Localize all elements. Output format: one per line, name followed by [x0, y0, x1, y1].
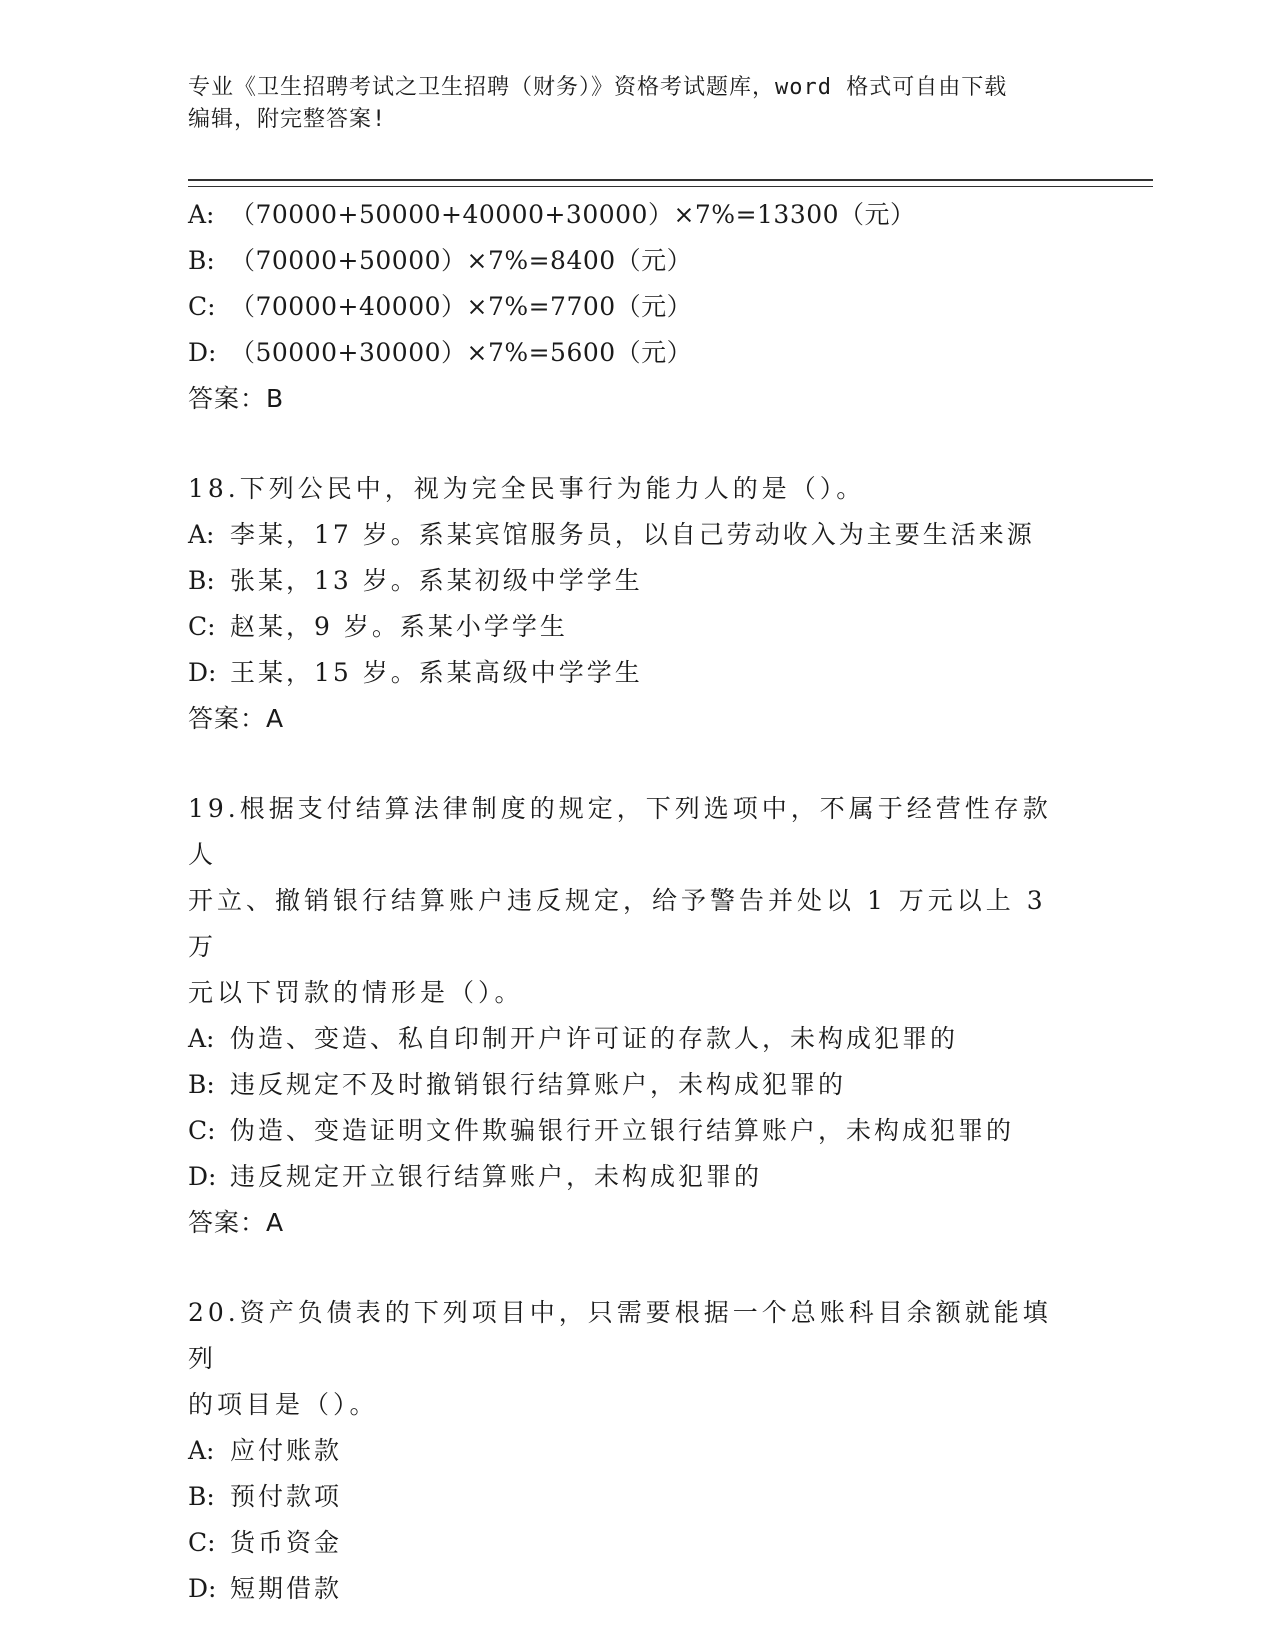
option-text: 王某，15 岁。系某高级中学学生 [230, 658, 643, 687]
answer-17: 答案：B [188, 384, 285, 413]
header-line-1: 专业《卫生招聘考试之卫生招聘（财务）》资格考试题库，word 格式可自由下载 [188, 75, 1008, 100]
option-d [188, 1154, 1153, 1200]
question-content [188, 192, 1153, 1612]
document-header [188, 72, 1088, 136]
option-key: C: [188, 1528, 216, 1557]
option-d [188, 650, 1153, 696]
option-key: B: [188, 566, 215, 595]
option-key: D: [188, 338, 217, 367]
question-19-stem-line-3: 元以下罚款的情形是（）。 [188, 978, 524, 1007]
question-17-options [188, 192, 1153, 422]
question-19 [188, 786, 1153, 1246]
option-d [188, 330, 1153, 376]
option-key: A: [188, 200, 215, 229]
option-c [188, 604, 1153, 650]
option-key: A: [188, 520, 215, 549]
header-divider [188, 179, 1153, 187]
option-text: 货币资金 [230, 1528, 343, 1557]
option-key: C: [188, 1116, 216, 1145]
option-text: 李某，17 岁。系某宾馆服务员，以自己劳动收入为主要生活来源 [230, 520, 1035, 549]
question-19-stem-line-1: 19.根据支付结算法律制度的规定，下列选项中，不属于经营性存款人 [188, 794, 1052, 869]
option-b [188, 1062, 1153, 1108]
option-a [188, 512, 1153, 558]
question-20 [188, 1290, 1153, 1612]
question-20-stem-line-1: 20.资产负债表的下列项目中，只需要根据一个总账科目余额就能填列 [188, 1298, 1052, 1373]
option-text: 应付账款 [230, 1436, 343, 1465]
question-19-stem-line-2: 开立、撤销银行结算账户违反规定，给予警告并处以 1 万元以上 3 万 [188, 886, 1047, 961]
document-page [188, 0, 1153, 1650]
option-c [188, 284, 1153, 330]
option-b [188, 238, 1153, 284]
header-line-2: 编辑，附完整答案! [188, 107, 387, 132]
question-20-stem-line-2: 的项目是（）。 [188, 1390, 379, 1419]
option-text: 赵某，9 岁。系某小学学生 [230, 612, 568, 641]
option-text: （50000+30000）×7%=5600（元） [230, 338, 693, 367]
spacer [188, 1246, 1153, 1290]
option-text: 张某，13 岁。系某初级中学学生 [230, 566, 643, 595]
question-18-stem: 18.下列公民中，视为完全民事行为能力人的是（）。 [188, 474, 866, 503]
option-key: A: [188, 1436, 215, 1465]
option-key: D: [188, 658, 217, 687]
option-text: 伪造、变造、私自印制开户许可证的存款人，未构成犯罪的 [230, 1024, 959, 1053]
option-a [188, 192, 1153, 238]
spacer [188, 742, 1153, 786]
option-key: D: [188, 1574, 217, 1603]
option-a [188, 1016, 1153, 1062]
option-text: 短期借款 [230, 1574, 343, 1603]
option-key: C: [188, 292, 216, 321]
option-text: 违反规定开立银行结算账户，未构成犯罪的 [230, 1162, 763, 1191]
option-b [188, 558, 1153, 604]
option-c [188, 1520, 1153, 1566]
option-text: 违反规定不及时撤销银行结算账户，未构成犯罪的 [230, 1070, 847, 1099]
option-text: （70000+50000+40000+30000）×7%=13300（元） [230, 200, 916, 229]
option-key: D: [188, 1162, 217, 1191]
option-key: B: [188, 1070, 215, 1099]
option-key: A: [188, 1024, 215, 1053]
option-text: （70000+40000）×7%=7700（元） [230, 292, 693, 321]
option-text: （70000+50000）×7%=8400（元） [230, 246, 693, 275]
option-b [188, 1474, 1153, 1520]
answer-18: 答案：A [188, 704, 285, 733]
option-c [188, 1108, 1153, 1154]
option-text: 伪造、变造证明文件欺骗银行开立银行结算账户，未构成犯罪的 [230, 1116, 1015, 1145]
option-key: B: [188, 246, 215, 275]
option-key: C: [188, 612, 216, 641]
question-18 [188, 466, 1153, 742]
spacer [188, 422, 1153, 466]
answer-19: 答案：A [188, 1208, 285, 1237]
option-text: 预付款项 [230, 1482, 343, 1511]
option-a [188, 1428, 1153, 1474]
option-d [188, 1566, 1153, 1612]
option-key: B: [188, 1482, 215, 1511]
